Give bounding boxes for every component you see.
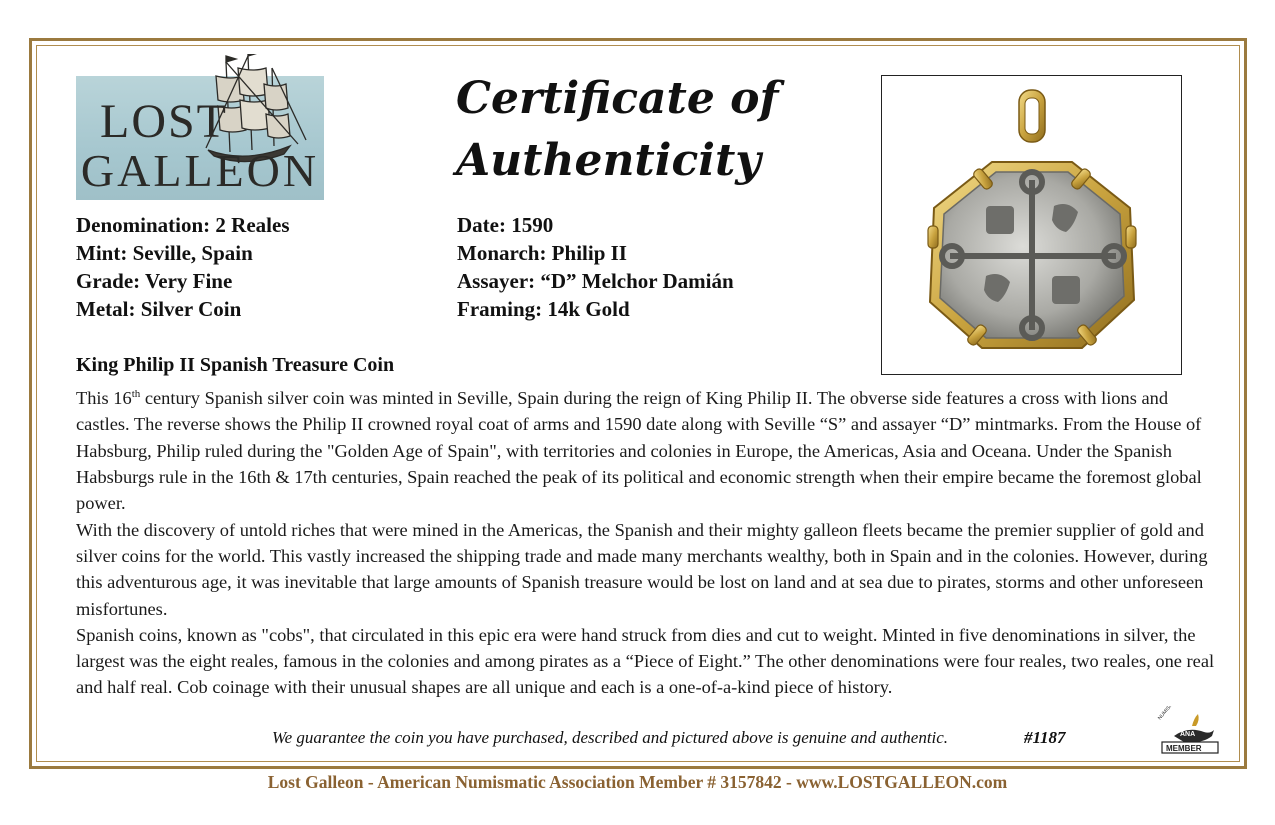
title-line-1: Certificate of	[456, 73, 779, 124]
description-body	[76, 381, 1216, 701]
detail-date: Date: 1590	[457, 213, 554, 237]
footer-membership-line: Lost Galleon - American Numismatic Association Member # 3157842 - www.LOSTGALLEON.com	[267, 772, 1008, 792]
ana-arc-text: NUMISMATIC	[1156, 706, 1182, 722]
coin-photo	[881, 75, 1182, 375]
ana-text: ANA	[1180, 731, 1196, 738]
ana-lamp-icon	[1174, 714, 1214, 742]
ana-member-text: MEMBER	[1166, 744, 1202, 753]
detail-denomination: Denomination: 2 Reales	[76, 213, 290, 237]
guarantee-statement: We guarantee the coin you have purchased, described and pictured above is genuine and authentic.	[272, 728, 949, 747]
superscript-th: th	[131, 388, 141, 400]
paragraph-1-rest: century Spanish silver coin was minted in Seville, Spain during the reign of King Philip II. The obverse side features a cross with lions and castles. The reverse shows the Philip II crowned royal coat of arms and 1590 date along with Seville “S” and assayer “D” mintmarks. From the House of Habsburg, Philip ruled during the "Golden Age of Spain", with territories and colonies in Europe, the Americas, Asia and Oceana. Under the Spanish Habsburgs rule in the 16th & 17th centuries, Spain reached the peak of its political and economic strength when their empire became the foremost global power.	[76, 388, 1202, 514]
gold-framed-silver-coin-pendant	[882, 76, 1180, 373]
certificate-title	[456, 68, 836, 192]
lost-galleon-logo	[76, 76, 324, 200]
paragraph-1-start: This 16	[76, 388, 132, 409]
logo-line-galleon: GALLEON	[80, 145, 320, 196]
certificate-number: #1187	[1024, 728, 1066, 747]
logo-line-lost: LOST	[100, 95, 228, 148]
detail-grade: Grade: Very Fine	[76, 269, 233, 293]
paragraph-cobs: Spanish coins, known as "cobs", that circulated in this epic era were hand struck from dies and cut to weight. Minted in five denominations in silver, the largest was the eight reales, famous in the colonies and among pirates as a “Piece of Eight.” The other denominations were four reales, two reales, one real and half real. Cob coinage with their unusual shapes are all unique and each is a one-of-a-kind piece of history.	[76, 624, 1215, 698]
ana-member-badge	[1152, 706, 1224, 761]
detail-mint: Mint: Seville, Spain	[76, 241, 253, 265]
detail-monarch: Monarch: Philip II	[457, 241, 627, 265]
detail-assayer: Assayer: “D” Melchor Damián	[457, 269, 734, 293]
description-heading: King Philip II Spanish Treasure Coin	[76, 354, 395, 376]
title-line-2: Authenticity	[456, 135, 761, 186]
detail-framing: Framing: 14k Gold	[457, 297, 630, 321]
paragraph-treasure: With the discovery of untold riches that were mined in the Americas, the Spanish and their mighty galleon fleets became the premier supplier of gold and silver coins for the world. This vastly increased the shipping trade and made many merchants wealthy, both in Spain and in the colonies. However, during this adventurous age, it was inevitable that large amounts of Spanish treasure would be lost on land and at sea due to pirates, storms and other unforeseen misfortunes.	[76, 519, 1208, 619]
paragraph-history	[76, 381, 1216, 517]
detail-metal: Metal: Silver Coin	[76, 297, 242, 321]
